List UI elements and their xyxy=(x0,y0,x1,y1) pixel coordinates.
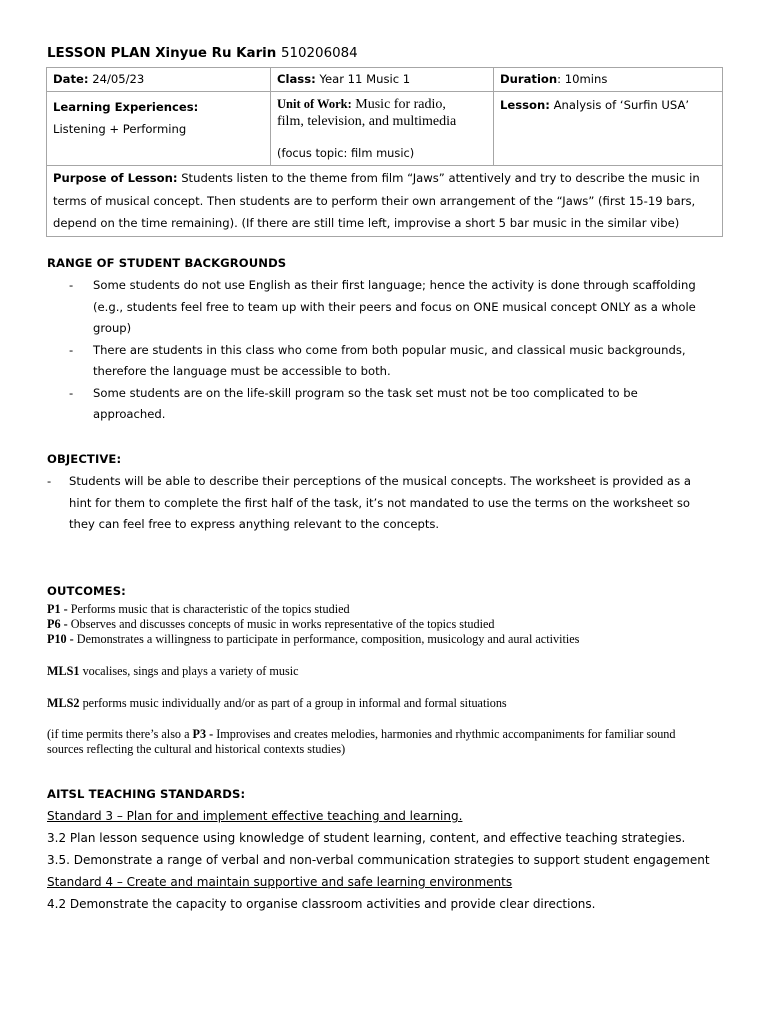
class-cell xyxy=(271,68,494,92)
duration-cell xyxy=(494,68,723,92)
standard-3-2: 3.2 Plan lesson sequence using knowledge of student learning, content, and effective teaching strategies. xyxy=(47,831,686,845)
student-number: 510206084 xyxy=(280,46,358,61)
duration-value: : 10mins xyxy=(557,72,608,86)
list-item-line: Some students are on the life-skill program so the task set must not be too complicated to be xyxy=(93,385,638,400)
list-item-line: Some students do not use English as their first language; hence the activity is done through scaffolding xyxy=(93,278,696,292)
lesson-value: Analysis of ‘Surfin USA’ xyxy=(553,98,690,112)
lesson-label: Lesson: xyxy=(500,98,550,112)
list-item-line: There are students in this class who come from both popular music, and classical music backgrounds, xyxy=(93,342,686,357)
date-cell xyxy=(47,68,271,92)
objective-item: - Students will be able to describe their perceptions of the musical concepts. The worksheet is provided as a hint for them to complete the first half of the task, it’s not mandated to use the terms on the worksheet so they can feel free to express anything relevant to the concepts. xyxy=(47,471,717,536)
purpose-cell xyxy=(47,166,723,237)
duration-label: Duration xyxy=(500,72,558,86)
lesson-info-table xyxy=(46,67,723,237)
outcomes-heading: OUTCOMES: xyxy=(47,584,126,598)
backgrounds-heading: RANGE OF STUDENT BACKGROUNDS xyxy=(47,256,287,270)
objective-line: hint for them to complete the first half of the task, it’s not mandated to use the terms on the worksheet so xyxy=(69,495,690,510)
class-value: Year 11 Music 1 xyxy=(319,72,411,86)
page-title xyxy=(47,46,358,61)
standard-3-5: 3.5. Demonstrate a range of verbal and non-verbal communication strategies to support student engagement xyxy=(47,853,710,867)
unit-value-line-2: film, television, and multimedia xyxy=(277,114,457,129)
lesson-cell xyxy=(494,92,723,166)
outcomes-list xyxy=(47,602,737,757)
list-item: - Some students do not use English as their first language; hence the activity is done through scaffolding (e.g., students feel free to team up with their peers and focus on ONE musical concept ONLY as a whole group) xyxy=(69,275,729,340)
class-label: Class: xyxy=(277,72,316,86)
list-item: - Some students are on the life-skill program so the task set must not be too complicated to be approached. xyxy=(69,383,729,426)
learning-cell xyxy=(47,92,271,166)
purpose-line-1: Students listen to the theme from film “Jaws” attentively and try to describe the music in xyxy=(181,171,700,185)
purpose-line-3: depend on the time remaining). (If there are still time left, improvise a short 5 bar music in the similar vibe) xyxy=(53,216,680,230)
date-value: 24/05/23 xyxy=(92,72,145,86)
outcome-mls1: MLS1 vocalises, sings and plays a variety of music xyxy=(47,664,299,678)
standard-4-title: Standard 4 – Create and maintain supportive and safe learning environments xyxy=(47,875,513,889)
date-label: Date: xyxy=(53,72,89,86)
unit-label: Unit of Work: xyxy=(277,97,352,111)
objective-heading: OBJECTIVE: xyxy=(47,452,122,466)
learning-label: Learning Experiences: xyxy=(53,100,199,114)
backgrounds-list xyxy=(69,275,729,426)
unit-value-line-1: Music for radio, xyxy=(355,97,446,112)
outcome-p1: P1 - Performs music that is characteristic of the topics studied xyxy=(47,602,350,616)
title-text: LESSON PLAN Xinyue Ru Karin xyxy=(47,46,277,61)
list-item-line: group) xyxy=(93,321,132,335)
table-row xyxy=(47,68,723,92)
learning-value: Listening + Performing xyxy=(53,122,187,136)
aitsl-list xyxy=(47,805,737,915)
table-row xyxy=(47,92,723,166)
list-item-line: approached. xyxy=(93,407,166,421)
list-item-line: (e.g., students feel free to team up with their peers and focus on ONE musical concept ONLY as a whole xyxy=(93,299,696,314)
standard-4-2: 4.2 Demonstrate the capacity to organise classroom activities and provide clear directions. xyxy=(47,897,596,911)
outcome-p6: P6 - Observes and discusses concepts of music in works representative of the topics studied xyxy=(47,617,495,631)
objective-line: they can feel free to express anything relevant to the concepts. xyxy=(69,517,440,531)
standard-3-title: Standard 3 – Plan for and implement effective teaching and learning. xyxy=(47,809,463,823)
unit-focus: (focus topic: film music) xyxy=(277,146,415,160)
list-item: - There are students in this class who come from both popular music, and classical music backgrounds, therefore the language must be accessible to both. xyxy=(69,340,729,383)
purpose-line-2: terms of musical concept. Then students are to perform their own arrangement of the “Jaws” (first 15-19 bars, xyxy=(53,193,696,208)
list-item-line: therefore the language must be accessible to both. xyxy=(93,364,391,378)
outcome-p10: P10 - Demonstrates a willingness to participate in performance, composition, musicology and aural activities xyxy=(47,632,580,646)
purpose-label: Purpose of Lesson: xyxy=(53,171,178,185)
table-row xyxy=(47,166,723,237)
outcome-p3: (if time permits there’s also a P3 - Improvises and creates melodies, harmonies and rhythmic accompaniments for familiar sound xyxy=(47,727,676,741)
objective-line: Students will be able to describe their perceptions of the musical concepts. The worksheet is provided as a xyxy=(69,474,691,488)
outcome-p3-line-2: sources reflecting the cultural and historical contexts studies) xyxy=(47,742,346,756)
unit-cell xyxy=(271,92,494,166)
aitsl-heading: AITSL TEACHING STANDARDS: xyxy=(47,787,246,801)
outcome-mls2: MLS2 performs music individually and/or as part of a group in informal and formal situations xyxy=(47,696,507,710)
